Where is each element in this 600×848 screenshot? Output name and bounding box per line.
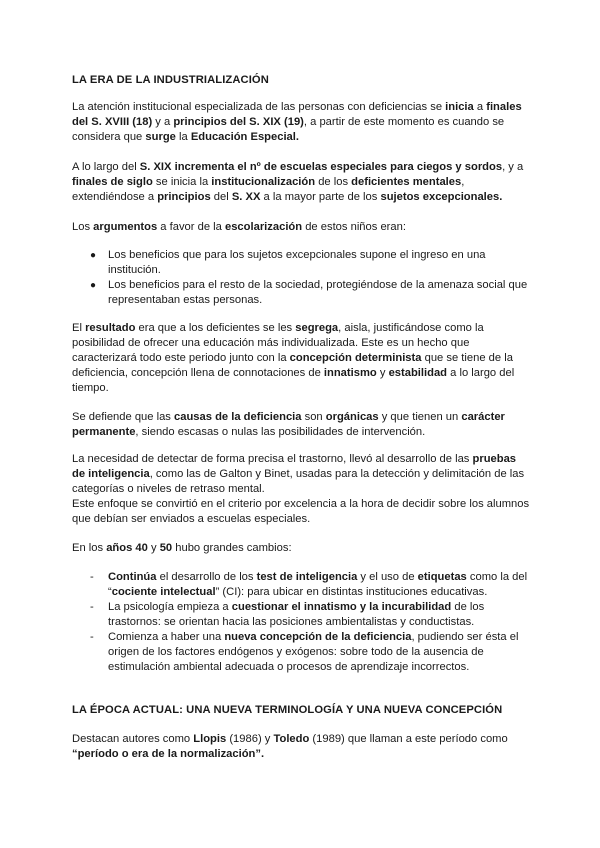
text-run: Este enfoque se convirtió en el criterio por excelencia a la hora de decidir sobre los alumnos que debían ser enviados a escuelas especiales. bbox=[72, 498, 530, 525]
bold-text: 50 bbox=[159, 542, 173, 554]
bold-text: inicia bbox=[445, 101, 474, 113]
text-run: a favor de la bbox=[157, 221, 225, 233]
text-run: Los beneficios para el resto de la sociedad, protegiéndose de la amenaza social que representaban estas personas. bbox=[108, 279, 528, 306]
text-run: de los trastornos: se orientan hacia las posiciones ambientalistas y conductistas. bbox=[108, 601, 485, 628]
list-item bbox=[72, 570, 532, 600]
bold-text: escolarización bbox=[224, 221, 303, 233]
bold-text: S. XIX incrementa el nº de escuelas especiales para ciegos y sordos bbox=[139, 161, 503, 173]
text-run: Los beneficios que para los sujetos excepcionales supone el ingreso en una institución. bbox=[108, 249, 486, 276]
text-run: y bbox=[376, 367, 389, 379]
text-run: de los bbox=[315, 176, 352, 188]
bullet-icon: ● bbox=[90, 250, 97, 261]
text-run: , extendiéndose a bbox=[72, 176, 465, 203]
list-item-text bbox=[108, 601, 484, 628]
text-run: Los bbox=[72, 221, 94, 233]
text-run: Comienza a haber una bbox=[108, 631, 225, 643]
bold-text: principios bbox=[157, 191, 211, 203]
paragraph bbox=[72, 220, 532, 235]
bold-text: nueva concepción de la deficiencia bbox=[224, 631, 412, 643]
bold-text: deficientes mentales bbox=[351, 176, 462, 188]
paragraph bbox=[72, 732, 532, 762]
text-run: , y a bbox=[502, 161, 524, 173]
bold-text: etiquetas bbox=[417, 571, 467, 583]
text-run: Se defiende que las bbox=[72, 411, 175, 423]
text-run: La psicología empieza a bbox=[108, 601, 232, 613]
text-run: En los bbox=[72, 542, 107, 554]
text-run: La necesidad de detectar de forma precisa el trastorno, llevó al desarrollo de las bbox=[72, 453, 473, 465]
text-run: La atención institucional especializada de las personas con deficiencias se bbox=[72, 101, 446, 113]
text-run: ” (CI): para ubicar en distintas instituciones educativas. bbox=[215, 586, 488, 598]
text-run: (1986) y bbox=[226, 733, 274, 745]
text-run: el desarrollo de los bbox=[156, 571, 257, 583]
text-run: , aisla, justificándose como la posibilidad de ofrecer una educación más individualizada. Este es un hecho que caracterizará todo este periodo junto con la bbox=[72, 322, 484, 364]
paragraph bbox=[72, 452, 532, 497]
text-run: a bbox=[473, 101, 487, 113]
bold-text: cociente intelectual bbox=[111, 586, 216, 598]
text-run: y a bbox=[152, 116, 174, 128]
dash-list bbox=[72, 570, 532, 675]
text-run: y el uso de bbox=[357, 571, 418, 583]
bold-text: concepción determinista bbox=[289, 352, 422, 364]
paragraph bbox=[72, 100, 532, 145]
bold-text: surge bbox=[145, 131, 176, 143]
list-item bbox=[72, 600, 532, 630]
bold-text: Llopis bbox=[193, 733, 227, 745]
text-run: , pudiendo ser ésta el origen de los factores endógenos y exógenos: sobre todo de la ausencia de estimulación ambiental adecuada o procesos de aprendizaje incorrectos. bbox=[108, 631, 519, 673]
bullet-list bbox=[72, 248, 532, 308]
bold-text: test de inteligencia bbox=[256, 571, 358, 583]
bold-text: cuestionar el innatismo y la incurabilidad bbox=[231, 601, 452, 613]
text-run: , como las de Galton y Binet, usadas para la detección y delimitación de las categorías o niveles de retraso mental. bbox=[72, 468, 525, 495]
list-item bbox=[72, 248, 532, 278]
bold-text: “período o era de la normalización”. bbox=[72, 748, 265, 760]
bold-text: finales del S. XVIII (18) bbox=[72, 101, 522, 128]
dash-icon: - bbox=[90, 571, 94, 583]
section-heading-industrializacion: LA ERA DE LA INDUSTRIALIZACIÓN bbox=[72, 74, 269, 86]
text-run: A lo largo del bbox=[72, 161, 140, 173]
text-run: como la del “ bbox=[108, 571, 528, 598]
list-item bbox=[72, 630, 532, 675]
bold-text: orgánicas bbox=[325, 411, 379, 423]
text-run: del bbox=[210, 191, 232, 203]
paragraph bbox=[72, 497, 532, 527]
bullet-icon: ● bbox=[90, 280, 97, 291]
bold-text: segrega bbox=[295, 322, 339, 334]
bold-text: Educación Especial. bbox=[190, 131, 300, 143]
bold-text: S. XX bbox=[231, 191, 261, 203]
bold-text: pruebas de inteligencia bbox=[72, 453, 517, 480]
text-run: El bbox=[72, 322, 86, 334]
bold-text: carácter permanente bbox=[72, 411, 505, 438]
text-run: era que a los deficientes se les bbox=[135, 322, 296, 334]
text-run: Destacan autores como bbox=[72, 733, 194, 745]
section-heading-epoca-actual: LA ÉPOCA ACTUAL: UNA NUEVA TERMINOLOGÍA Y UNA NUEVA CONCEPCIÓN bbox=[72, 704, 503, 716]
bold-text: innatismo bbox=[323, 367, 377, 379]
text-run: son bbox=[301, 411, 326, 423]
text-run: hubo grandes cambios: bbox=[172, 542, 292, 554]
list-item-text bbox=[108, 571, 527, 598]
bold-text: años 40 bbox=[106, 542, 148, 554]
bold-text: institucionalización bbox=[211, 176, 316, 188]
text-run: y que tienen un bbox=[378, 411, 462, 423]
bold-text: resultado bbox=[85, 322, 136, 334]
text-run: y bbox=[147, 542, 160, 554]
text-run: (1989) que llaman a este período como bbox=[309, 733, 508, 745]
text-run: que se tiene de la deficiencia, concepción llena de connotaciones de bbox=[72, 352, 513, 379]
text-run: a la mayor parte de los bbox=[260, 191, 381, 203]
text-run: , siendo escasas o nulas las posibilidades de intervención. bbox=[135, 426, 426, 438]
text-run: a lo largo del tiempo. bbox=[72, 367, 515, 394]
text-run: , a partir de este momento es cuando se considera que bbox=[72, 116, 505, 143]
paragraph bbox=[72, 321, 532, 396]
bold-text: causas de la deficiencia bbox=[174, 411, 302, 423]
text-run: la bbox=[175, 131, 191, 143]
text-run: se inicia la bbox=[152, 176, 212, 188]
list-item-text bbox=[108, 631, 518, 673]
bold-text: Toledo bbox=[273, 733, 310, 745]
list-item bbox=[72, 278, 532, 308]
text-run: de estos niños eran: bbox=[302, 221, 406, 233]
list-item-text bbox=[108, 279, 527, 306]
list-item-text bbox=[108, 249, 486, 276]
paragraph bbox=[72, 541, 532, 556]
dash-icon: - bbox=[90, 631, 94, 643]
paragraph bbox=[72, 410, 532, 440]
paragraph bbox=[72, 160, 532, 205]
bold-text: sujetos excepcionales. bbox=[380, 191, 503, 203]
bold-text: argumentos bbox=[93, 221, 158, 233]
bold-text: Continúa bbox=[108, 571, 157, 583]
bold-text: principios del S. XIX (19) bbox=[173, 116, 304, 128]
dash-icon: - bbox=[90, 601, 94, 613]
bold-text: estabilidad bbox=[388, 367, 448, 379]
bold-text: finales de siglo bbox=[72, 176, 153, 188]
